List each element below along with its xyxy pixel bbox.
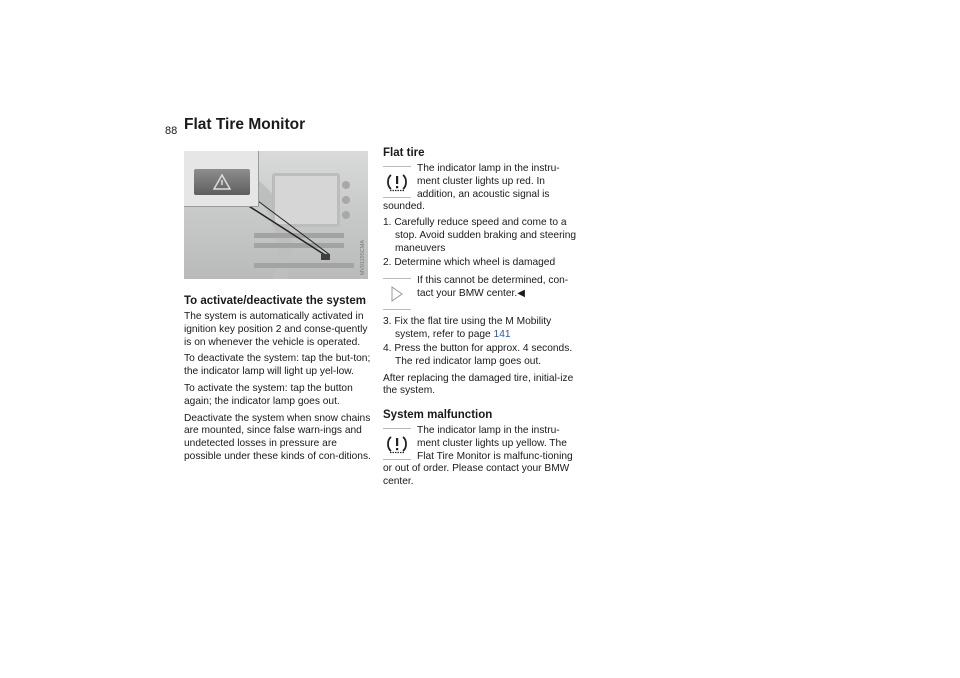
flat-tire-button xyxy=(321,254,330,260)
button-closeup xyxy=(184,151,259,207)
malfunction-heading: System malfunction xyxy=(383,409,493,421)
note-icon xyxy=(383,278,411,310)
tire-warning-icon xyxy=(383,428,411,460)
note-text: If this cannot be determined, con-tact your BMW center.◀ xyxy=(417,275,569,300)
dashboard-photo xyxy=(184,151,368,279)
flat-tire-section xyxy=(383,163,579,398)
page-title: Flat Tire Monitor xyxy=(184,116,306,133)
step-item: 1. Carefully reduce speed and come to a stop. Avoid sudden braking and steering maneuvers xyxy=(383,217,577,254)
activate-heading: To activate/deactivate the system xyxy=(184,295,366,307)
activate-paragraph: To activate the system: tap the button again; the indicator lamp goes out. xyxy=(184,382,353,407)
warning-triangle-icon xyxy=(213,174,231,190)
malfunction-section xyxy=(383,425,579,489)
activate-paragraph: The system is automatically activated in ignition key position 2 and conse-quently is on whenever the vehicle is operated. xyxy=(184,311,368,348)
activate-paragraph: Deactivate the system when snow chains are mounted, since false warn-ings and undetected losses in pressure are possible under these kinds of con-ditions. xyxy=(184,412,371,462)
flat-tire-button-closeup xyxy=(194,169,250,195)
flat-tire-steps-cont xyxy=(383,316,579,368)
flat-tire-heading: Flat tire xyxy=(383,147,425,159)
page-link[interactable]: 141 xyxy=(493,329,511,341)
page-number: 88 xyxy=(165,125,178,137)
step-3-text: 3. Fix the flat tire using the M Mobility system, refer to page xyxy=(383,316,552,341)
flat-tire-intro: The indicator lamp in the instru-ment cluster lights up red. In addition, an acoustic signal is sounded. xyxy=(383,163,560,213)
note xyxy=(383,275,579,310)
step-item: 4. Press the button for approx. 4 seconds. The red indicator lamp goes out. xyxy=(383,342,573,367)
flat-tire-steps xyxy=(383,217,579,269)
step-item: 2. Determine which wheel is damaged xyxy=(383,256,556,268)
tire-warning-icon xyxy=(383,166,411,198)
step-item xyxy=(383,316,579,342)
after-text: After replacing the damaged tire, initial-ize the system. xyxy=(383,372,574,397)
figure-credit: MV01195CMA xyxy=(360,239,366,275)
malfunction-text: The indicator lamp in the instru-ment cluster lights up yellow. The Flat Tire Monitor is malfunc-tioning or out of order. Please contact your BMW center. xyxy=(383,425,573,488)
activate-paragraph: To deactivate the system: tap the but-ton; the indicator lamp will light up yel-low. xyxy=(184,353,371,378)
activate-section xyxy=(184,311,376,468)
